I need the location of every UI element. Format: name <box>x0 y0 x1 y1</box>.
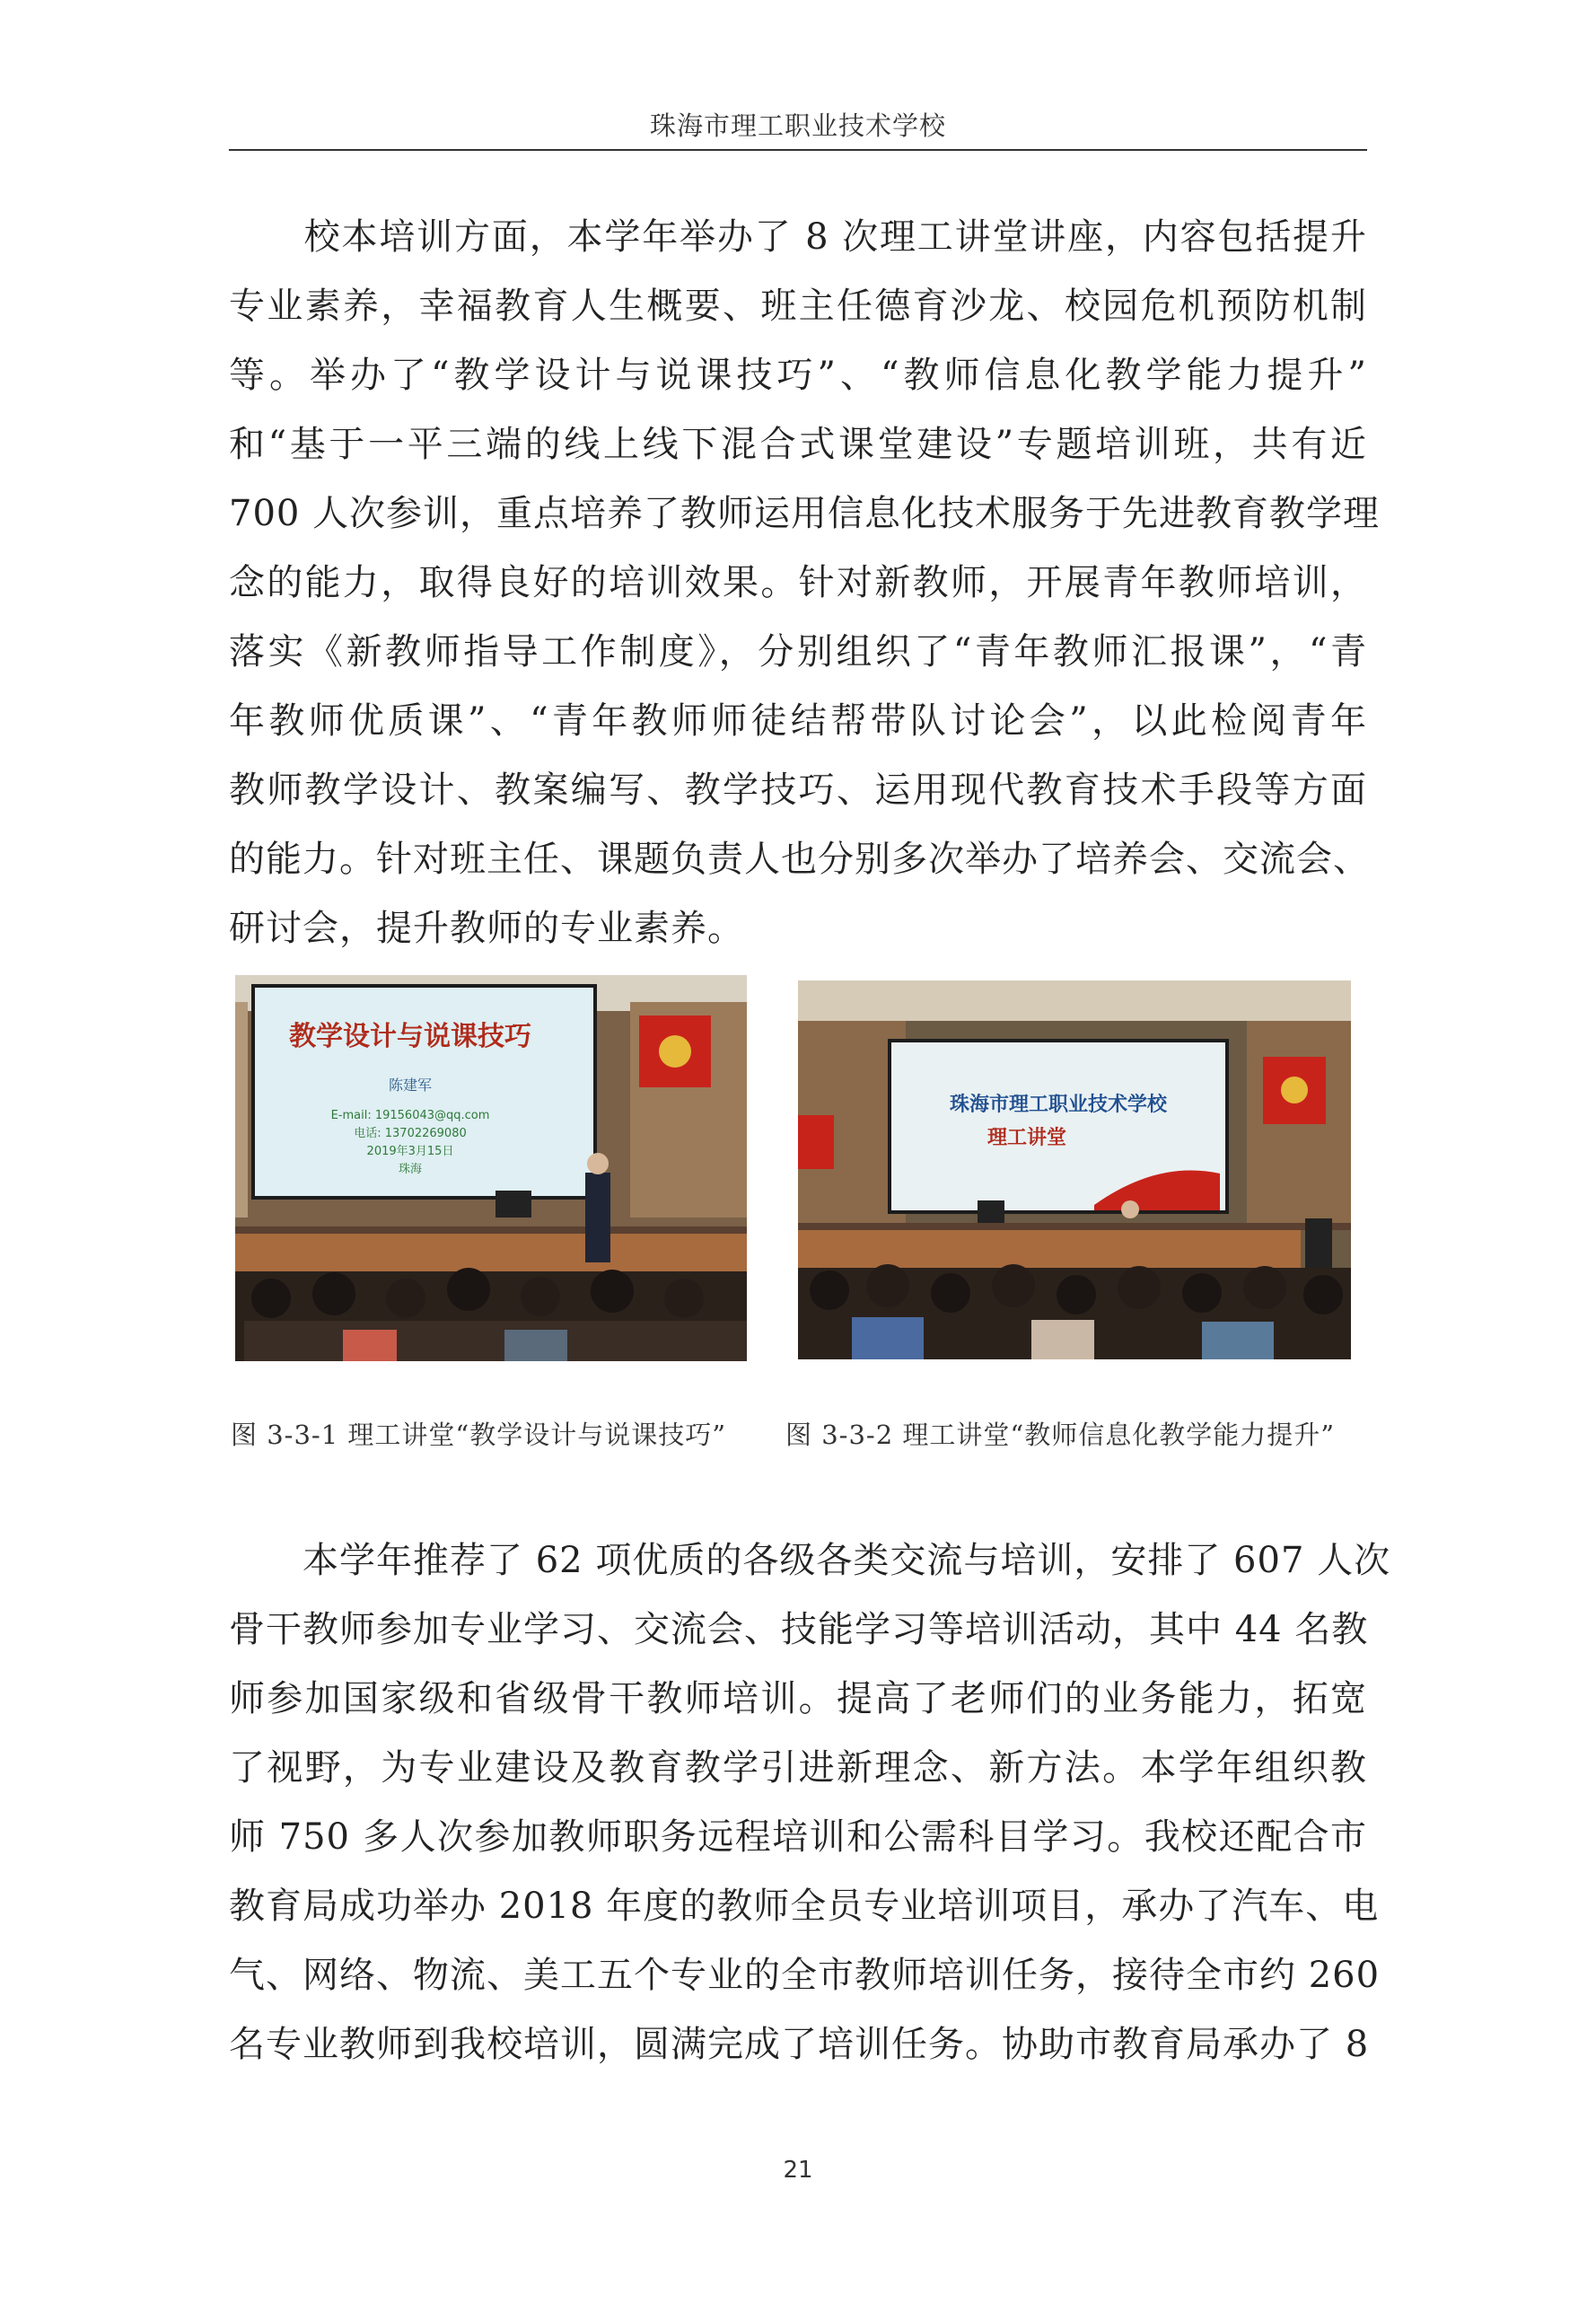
screen-line: 陈建军 <box>388 1077 433 1094</box>
paragraph-line: 和“基于一平三端的线上线下混合式课堂建设”专题培训班，共有近 <box>229 424 1367 465</box>
paragraph-line: 的能力。针对班主任、课题负责人也分别多次举办了培养会、交流会、 <box>229 839 1370 880</box>
screen-title: 教学设计与说课技巧 <box>289 1021 531 1052</box>
paragraph-line: 念的能力，取得良好的培训效果。针对新教师，开展青年教师培训， <box>229 562 1367 603</box>
paragraph-line: 本学年推荐了 62 项优质的各级各类交流与培训，安排了 607 人次 <box>229 1540 1391 1581</box>
paragraph-line: 700 人次参训，重点培养了教师运用信息化技术服务于先进教育教学理 <box>229 493 1381 534</box>
paragraph-line: 师 750 多人次参加教师职务远程培训和公需科目学习。我校还配合市 <box>229 1816 1367 1858</box>
paragraph-line: 气、网络、物流、美工五个专业的全市教师培训任务，接待全市约 260 <box>229 1955 1381 1996</box>
paragraph-line: 研讨会，提升教师的专业素养。 <box>229 908 744 949</box>
screen-title: 珠海市理工职业技术学校 <box>949 1094 1168 1116</box>
screen-line: 珠海 <box>398 1163 423 1176</box>
paragraph-line: 教师教学设计、教案编写、教学技巧、运用现代教育技术手段等方面 <box>229 769 1367 811</box>
paragraph-backbone-training <box>229 1526 1391 2079</box>
paragraph-line: 教育局成功举办 2018 年度的教师全员专业培训项目，承办了汽车、电 <box>229 1886 1380 1927</box>
paragraph-line: 年教师优质课”、“青年教师师徒结帮带队讨论会”，以此检阅青年 <box>229 700 1367 742</box>
page-header: 珠海市理工职业技术学校 <box>649 110 946 141</box>
header-divider <box>229 149 1367 151</box>
figure-caption: 图 3-3-2 理工讲堂“教师信息化教学能力提升” <box>785 1420 1336 1450</box>
paragraph-line: 了视野，为专业建设及教育教学引进新理念、新方法。本学年组织教 <box>229 1747 1367 1789</box>
figure-caption: 图 3-3-1 理工讲堂“教学设计与说课技巧” <box>231 1420 727 1450</box>
screen-line: 电话: 13702269080 <box>354 1127 467 1140</box>
lecture-photo-teaching-design <box>235 975 747 1361</box>
paragraph-line: 落实《新教师指导工作制度》，分别组织了“青年教师汇报课”，“青 <box>229 631 1367 673</box>
paragraph-line: 校本培训方面，本学年举办了 8 次理工讲堂讲座，内容包括提升 <box>229 216 1367 258</box>
paragraph-line: 师参加国家级和省级骨干教师培训。提高了老师们的业务能力，拓宽 <box>229 1678 1367 1719</box>
page-number: 21 <box>783 2157 813 2184</box>
paragraph-line: 等。举办了“教学设计与说课技巧”、“教师信息化教学能力提升” <box>229 355 1367 396</box>
screen-line: 2019年3月15日 <box>366 1145 454 1158</box>
screen-line: E-mail: 19156043@qq.com <box>330 1109 490 1122</box>
paragraph-line: 专业素养，幸福教育人生概要、班主任德育沙龙、校园危机预防机制 <box>229 286 1367 327</box>
paragraph-line: 名专业教师到我校培训，圆满完成了培训任务。协助市教育局承办了 8 <box>229 2024 1370 2065</box>
speaker-figure <box>585 1173 610 1262</box>
screen-subtitle: 理工讲堂 <box>987 1127 1067 1149</box>
paragraph-line: 骨干教师参加专业学习、交流会、技能学习等培训活动，其中 44 名教 <box>229 1609 1369 1650</box>
lecture-photo-it-teaching <box>798 980 1351 1359</box>
paragraph-school-training <box>229 203 1381 963</box>
